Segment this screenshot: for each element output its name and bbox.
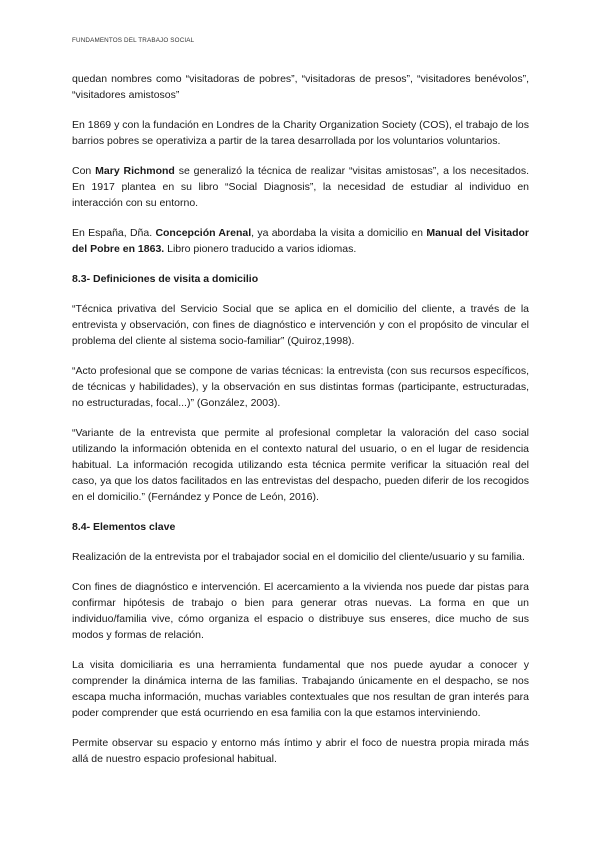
section-heading-8-3: 8.3- Definiciones de visita a domicilio (72, 273, 259, 285)
paragraph-mary-richmond (72, 163, 529, 211)
quote-gonzalez: “Acto profesional que se compone de varias técnicas: la entrevista (con sus recursos específicos, de técnicas y habilidades), y la observación en sus distintas formas (participante, estructuradas, no estructuradas, focal...)” (González, 2003). (72, 365, 529, 409)
bold-name-mary-richmond: Mary Richmond (95, 165, 175, 177)
paragraph-realizacion: Realización de la entrevista por el trabajador social en el domicilio del cliente/usuario y su familia. (72, 551, 525, 563)
text-segment: En España, Dña. (72, 227, 156, 239)
quote-quiroz: “Técnica privativa del Servicio Social que se aplica en el domicilio del cliente, a través de la entrevista y observación, con fines de diagnóstico e intervención y con el propósito de vincular el problema del cliente al sistema socio-familiar” (Quiroz,1998). (72, 303, 529, 347)
quote-fernandez-ponce: “Variante de la entrevista que permite al profesional completar la valoración del caso social utilizando la información obtenida en el contexto natural del usuario, o en el lugar de residencia habitual. La información recogida utilizando esta técnica permite verificar la situación real del caso, ya que los datos facilitados en las entrevistas del despacho, pueden diferir de los recogidos en el domicilio.” (Fernández y Ponce de León, 2016). (72, 427, 529, 503)
text-segment: se generalizó la técnica de realizar “visitas amistosas”, a los necesitados. En 1917 plantea en su libro “Social Diagnosis”, la necesidad de estudiar al individuo en interacción con su entorno. (72, 165, 530, 209)
paragraph-cos-1869: En 1869 y con la fundación en Londres de la Charity Organization Society (COS), el trabajo de los barrios pobres se operativiza a partir de la tarea desarrollada por los voluntarios voluntarios. (72, 119, 529, 147)
bold-name-concepcion-arenal: Concepción Arenal (155, 227, 252, 239)
page-content (72, 71, 529, 781)
text-segment: , ya abordaba la visita a domicilio en (251, 227, 427, 239)
paragraph-visitadoras: quedan nombres como “visitadoras de pobres”, “visitadoras de presos”, “visitadores benévolos”, “visitadores amistosos” (72, 73, 529, 101)
paragraph-fines-diagnostico: Con fines de diagnóstico e intervención. El acercamiento a la vivienda nos puede dar pistas para confirmar hipótesis de trabajo o bien para generar otras nuevas. La forma en que un individuo/familia vive, cómo organiza el espacio o distribuye sus enseres, dice mucho de sus modos y formas de relación. (72, 581, 529, 641)
paragraph-herramienta: La visita domiciliaria es una herramienta fundamental que nos puede ayudar a conocer y comprender la dinámica interna de las familias. Trabajando únicamente en el despacho, se nos escapa mucha información, muchas variables contextuales que nos resultan de gran interés para poder comprender que está ocurriendo en esa familia con la que estamos interviniendo. (72, 659, 529, 719)
paragraph-espacio-intimo: Permite observar su espacio y entorno más íntimo y abrir el foco de nuestra propia mirada más allá de nuestro espacio profesional habitual. (72, 737, 529, 765)
section-heading-8-4: 8.4- Elementos clave (72, 521, 176, 533)
paragraph-concepcion-arenal (72, 225, 529, 257)
text-segment: Libro pionero traducido a varios idiomas. (164, 243, 357, 255)
running-header: FUNDAMENTOS DEL TRABAJO SOCIAL (72, 37, 195, 44)
bold-book-title: Manual del Visitador del Pobre en 1863. (72, 227, 529, 255)
text-segment: Con (72, 165, 96, 177)
